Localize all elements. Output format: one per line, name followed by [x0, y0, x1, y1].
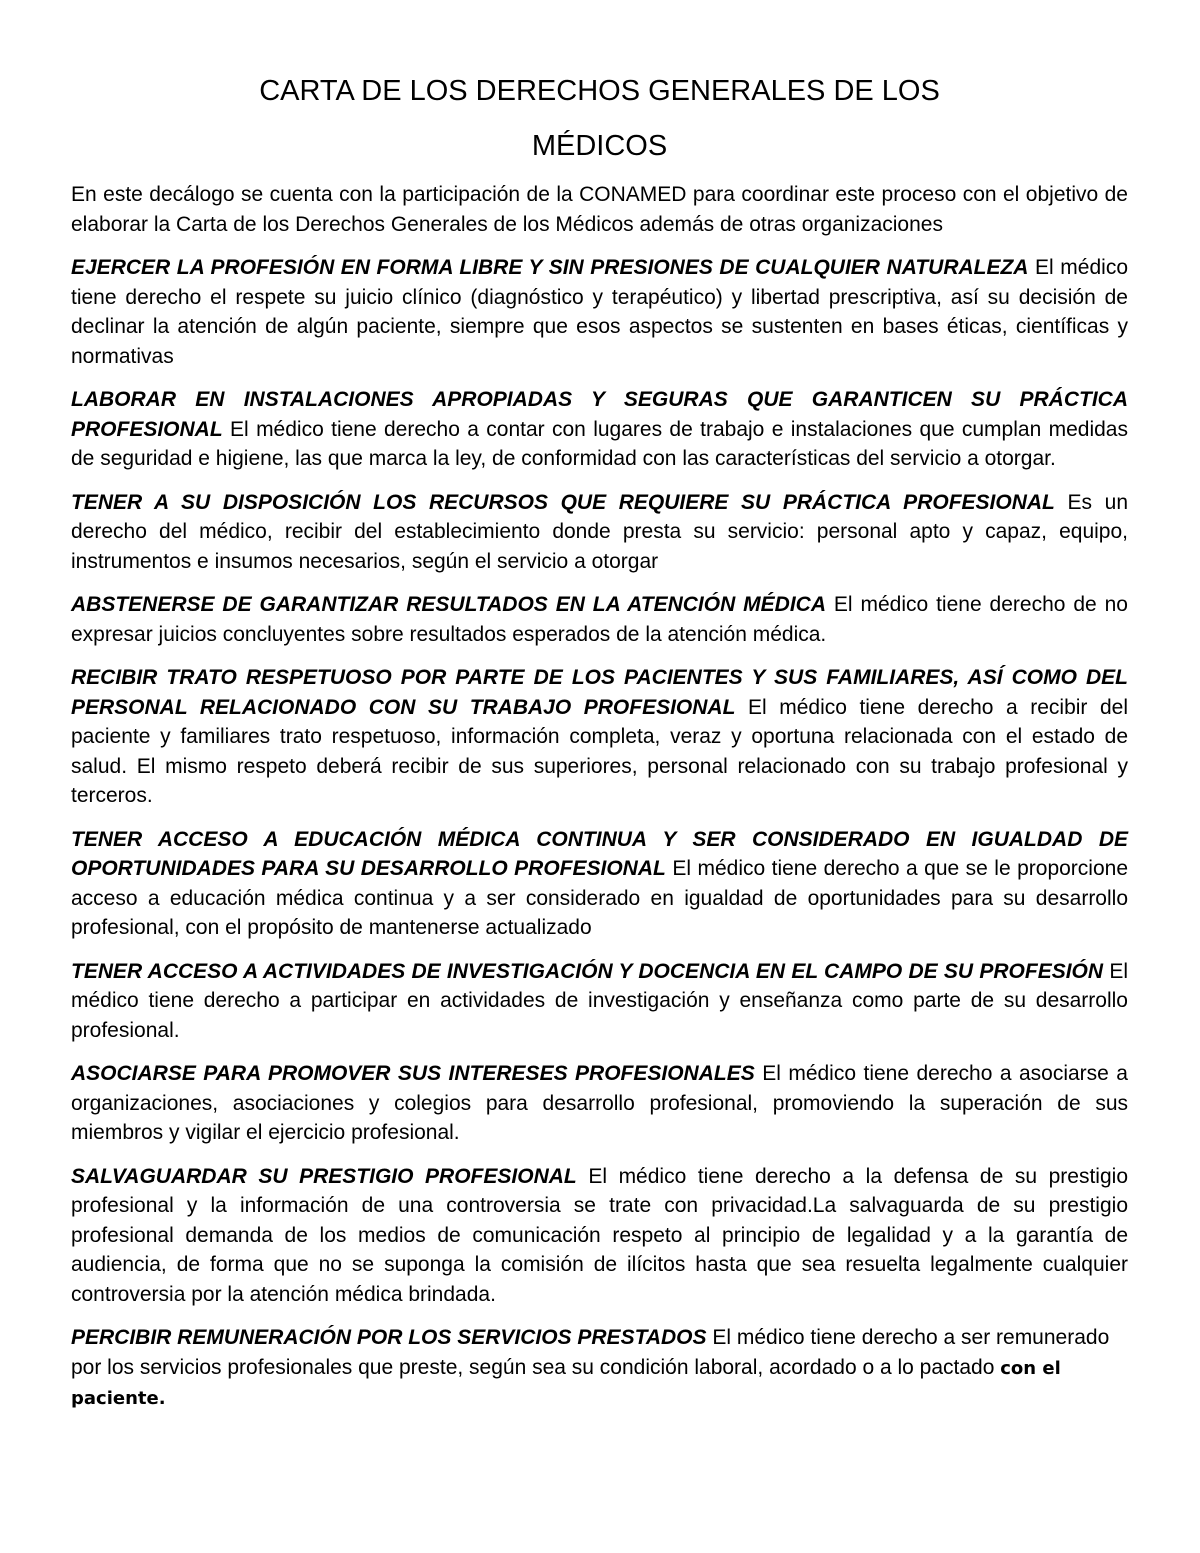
title-line-1: CARTA DE LOS DERECHOS GENERALES DE LOS: [259, 75, 940, 107]
right-body: El médico tiene derecho a la defensa de su prestigio profesional y la información de una controversia se trate con privacidad.La salvaguarda de su prestigio profesional demanda de los medios de comunicación respeto al principio de legalidad y a la garantía de audiencia, de forma que no se suponga la comisión de ilícitos hasta que sea resuelta legalmente cualquier controversia por la atención médica brindada.: [71, 1164, 1128, 1306]
right-paragraph: [71, 1162, 1128, 1310]
title-line-2: MÉDICOS: [531, 130, 668, 162]
intro-paragraph: En este decálogo se cuenta con la participación de la CONAMED para coordinar este proceso con el objetivo de elaborar la Carta de los Derechos Generales de los Médicos además de otras organizaciones: [71, 183, 1128, 236]
right-paragraph-last: [71, 1323, 1128, 1414]
right-heading: ASOCIARSE PARA PROMOVER SUS INTERESES PROFESIONALES: [71, 1062, 755, 1085]
right-body: El médico tiene derecho a participar en actividades de investigación y enseñanza como parte de su desarrollo profesional.: [71, 959, 1129, 1042]
right-heading: TENER ACCESO A EDUCACIÓN MÉDICA CONTINUA Y SER CONSIDERADO EN IGUALDAD DE OPORTUNIDADES PARA SU DESARROLLO PROFESIONAL: [71, 827, 1128, 880]
right-heading: TENER ACCESO A ACTIVIDADES DE INVESTIGACIÓN Y DOCENCIA EN EL CAMPO DE SU PROFESIÓN: [71, 959, 1104, 983]
right-paragraph: [71, 1059, 1128, 1148]
right-heading: EJERCER LA PROFESIÓN EN FORMA LIBRE Y SIN PRESIONES DE CUALQUIER NATURALEZA: [71, 256, 1029, 279]
right-body: El médico tiene derecho a contar con lugares de trabajo e instalaciones que cumplan medidas de seguridad e higiene, las que marca la ley, de conformidad con las características del servicio a otorgar.: [71, 417, 1128, 470]
right-heading: RECIBIR TRATO RESPETUOSO POR PARTE DE LOS PACIENTES Y SUS FAMILIARES, ASÍ COMO DEL PERSONAL RELACIONADO CON SU TRABAJO PROFESIONAL: [71, 666, 1128, 719]
right-heading: ABSTENERSE DE GARANTIZAR RESULTADOS EN LA ATENCIÓN MÉDICA: [71, 593, 826, 616]
right-body: El médico tiene derecho de no expresar juicios concluyentes sobre resultados esperados de la atención médica.: [71, 593, 1128, 646]
right-heading: SALVAGUARDAR SU PRESTIGIO PROFESIONAL: [71, 1164, 577, 1188]
right-heading: TENER A SU DISPOSICIÓN LOS RECURSOS QUE REQUIERE SU PRÁCTICA PROFESIONAL: [71, 490, 1055, 514]
right-paragraph: [71, 590, 1128, 649]
right-paragraph: [71, 488, 1128, 577]
right-body: El médico tiene derecho a ser remunerado por los servicios profesionales que preste, según sea su condición laboral, acordado o a lo pactado: [71, 1326, 1110, 1379]
right-heading: LABORAR EN INSTALACIONES APROPIADAS Y SEGURAS QUE GARANTICEN SU PRÁCTICA PROFESIONAL: [71, 388, 1128, 441]
right-body-tail: con el paciente.: [71, 1357, 1061, 1409]
right-paragraph: [71, 385, 1128, 474]
right-paragraph: [71, 253, 1128, 371]
right-body: Es un derecho del médico, recibir del establecimiento donde presta su servicio: personal apto y capaz, equipo, instrumentos e insumos necesarios, según el servicio a otorgar: [71, 490, 1128, 573]
right-body: El médico tiene derecho a asociarse a organizaciones, asociaciones y colegios para desarrollo profesional, promoviendo la superación de sus miembros y vigilar el ejercicio profesional.: [71, 1062, 1128, 1144]
right-paragraph: [71, 825, 1128, 943]
page-title: [71, 70, 1128, 168]
document-page: [71, 70, 1128, 1428]
right-paragraph: [71, 957, 1128, 1046]
right-body: El médico tiene derecho a recibir del paciente y familiares trato respetuoso, información completa, veraz y oportuna relacionada con el estado de salud. El mismo respeto deberá recibir de sus superiores, personal relacionado con su trabajo profesional y terceros.: [71, 695, 1129, 807]
right-paragraph: [71, 663, 1128, 811]
right-body: El médico tiene derecho el respete su juicio clínico (diagnóstico y terapéutico) y libertad prescriptiva, así su decisión de declinar la atención de algún paciente, siempre que esos aspectos se sustenten en bases éticas, científicas y normativas: [71, 256, 1128, 368]
right-body: El médico tiene derecho a que se le proporcione acceso a educación médica continua y a ser considerado en igualdad de oportunidades para su desarrollo profesional, con el propósito de mantenerse actualizado: [71, 857, 1129, 939]
right-heading: PERCIBIR REMUNERACIÓN POR LOS SERVICIOS PRESTADOS: [71, 1326, 707, 1349]
